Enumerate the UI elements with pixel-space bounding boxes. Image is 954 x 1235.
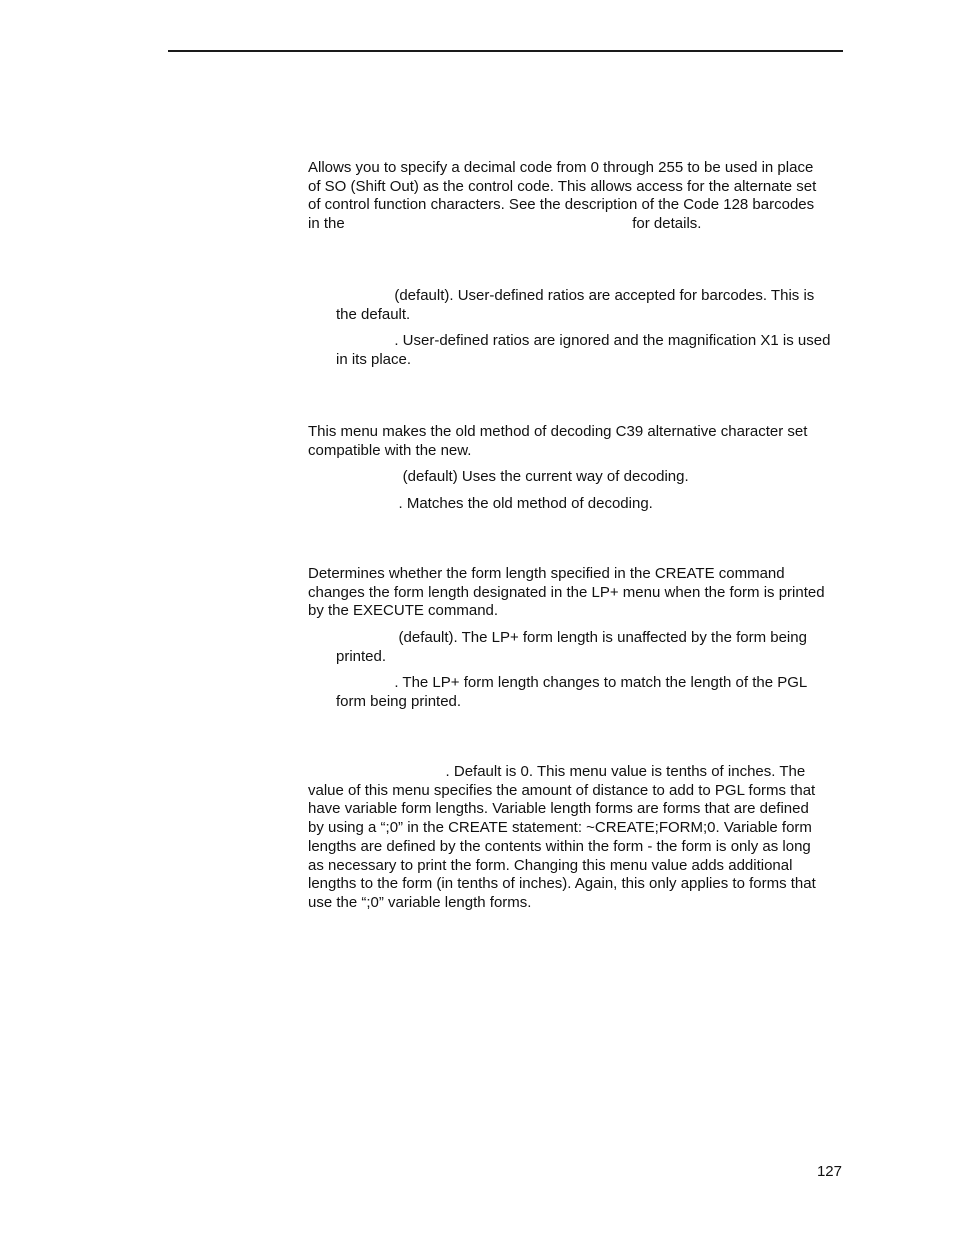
c39-default-option: [336, 468, 689, 487]
variable-length-line-5: lengths are defined by the contents within the form - the form is only as long: [308, 837, 811, 855]
so-code-line-4: in the for details.: [308, 215, 702, 233]
form-length-line-1: Determines whether the form length specified in the CREATE command: [308, 565, 785, 582]
so-code-line-2: of SO (Shift Out) as the control code. This allows access for the alternate set: [308, 177, 817, 195]
c39-default-line: (default) Uses the current way of decoding.: [336, 468, 689, 485]
form-length-paragraph: [308, 565, 825, 621]
ratio-default-line-2: the default.: [336, 305, 411, 323]
c39-alternate-option: [336, 495, 653, 514]
ratio-alternate-line-2: in its place.: [336, 350, 412, 368]
variable-length-line-2: value of this menu specifies the amount of distance to add to PGL forms that: [308, 781, 816, 799]
variable-length-line-3: have variable form lengths. Variable length forms are forms that are defined: [308, 800, 809, 818]
page-number: 127: [816, 1163, 842, 1180]
so-code-paragraph: [308, 159, 816, 234]
form-length-alternate-line-1: . The LP+ form length changes to match the length of the PGL: [336, 674, 808, 691]
variable-length-line-8: use the “;0” variable length forms.: [308, 893, 532, 911]
form-length-alternate-option: [336, 674, 807, 711]
form-length-line-3: by the EXECUTE command.: [308, 602, 499, 620]
form-length-default-line-1: (default). The LP+ form length is unaffected by the form being: [336, 629, 807, 646]
variable-length-paragraph: [308, 763, 816, 913]
c39-alternate-line: . Matches the old method of decoding.: [336, 495, 653, 512]
variable-length-line-1: . Default is 0. This menu value is tenths of inches. The: [308, 763, 806, 780]
ratio-alternate-option: [336, 332, 830, 369]
ratio-default-line-1: (default). User-defined ratios are accepted for barcodes. This is: [336, 287, 815, 304]
form-length-alternate-line-2: form being printed.: [336, 692, 462, 710]
form-length-line-2: changes the form length designated in the LP+ menu when the form is printed: [308, 583, 825, 601]
variable-length-line-7: lengths to the form (in tenths of inches). Again, this only applies to forms that: [308, 875, 816, 893]
header-rule: [168, 50, 843, 52]
so-code-line-3: of control function characters. See the description of the Code 128 barcodes: [308, 196, 815, 214]
ratio-default-option: [336, 287, 814, 324]
c39-line-2: compatible with the new.: [308, 441, 472, 459]
so-code-line-1: Allows you to specify a decimal code from 0 through 255 to be used in place: [308, 159, 814, 176]
form-length-default-line-2: printed.: [336, 647, 387, 665]
variable-length-line-4: by using a “;0” in the CREATE statement: ~CREATE;FORM;0. Variable form: [308, 819, 812, 837]
c39-paragraph: [308, 423, 807, 460]
c39-line-1: This menu makes the old method of decoding C39 alternative character set: [308, 423, 808, 440]
ratio-alternate-line-1: . User-defined ratios are ignored and the magnification X1 is used: [336, 332, 831, 349]
variable-length-line-6: as necessary to print the form. Changing this menu value adds additional: [308, 856, 793, 874]
form-length-default-option: [336, 629, 807, 666]
